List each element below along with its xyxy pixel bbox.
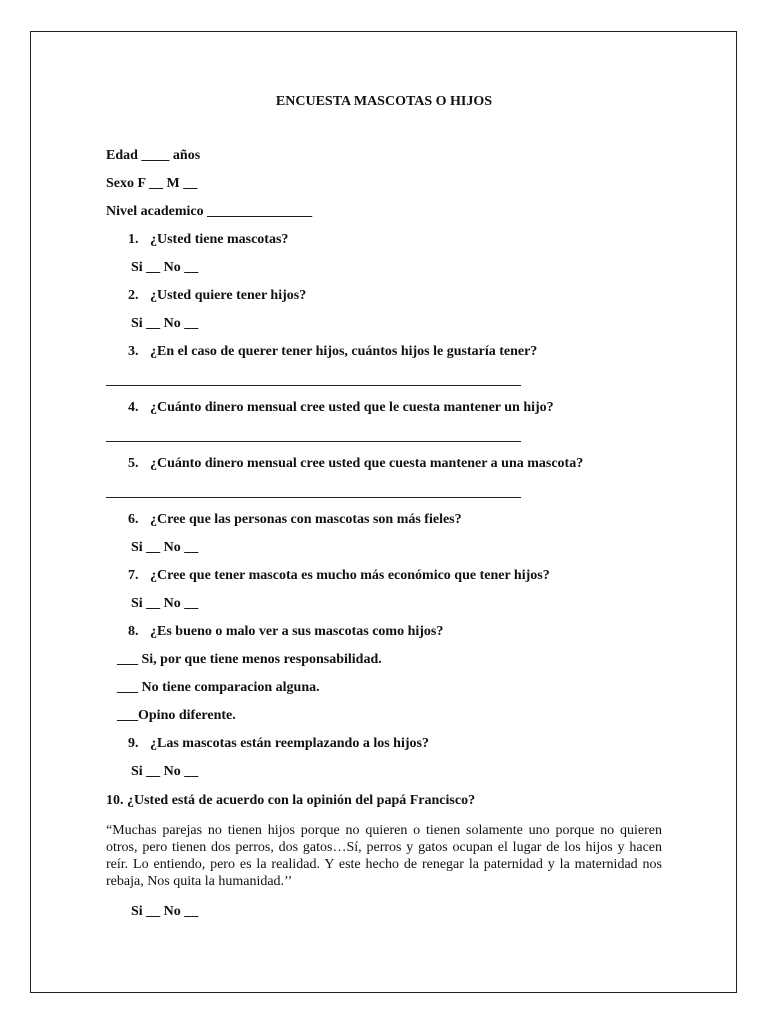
- answer-1: Si __ No __: [131, 260, 199, 275]
- option-8-b: ___ No tiene comparacion alguna.: [117, 680, 320, 695]
- question-6: [128, 512, 462, 528]
- question-number: 5.: [128, 456, 139, 471]
- field-nivel: Nivel academico _______________: [106, 204, 313, 219]
- question-5: [128, 456, 583, 472]
- question-number: 8.: [128, 624, 139, 639]
- question-text: ¿Cuánto dinero mensual cree usted que le cuesta mantener un hijo?: [150, 400, 554, 415]
- question-number: 2.: [128, 288, 139, 303]
- answer-10: Si __ No __: [131, 904, 199, 919]
- question-text: ¿Usted quiere tener hijos?: [150, 288, 307, 303]
- question-number: 1.: [128, 232, 139, 247]
- question-text: ¿Cree que las personas con mascotas son más fieles?: [150, 512, 462, 527]
- question-text: ¿Es bueno o malo ver a sus mascotas como hijos?: [150, 624, 444, 639]
- question-number: 9.: [128, 736, 139, 751]
- question-text: ¿Las mascotas están reemplazando a los hijos?: [150, 736, 429, 751]
- field-edad: Edad ____ años: [106, 148, 201, 163]
- answer-2: Si __ No __: [131, 316, 199, 331]
- question-4: [128, 400, 554, 416]
- option-8-a: ___ Si, por que tiene menos responsabilidad.: [117, 652, 382, 667]
- option-8-c: ___Opino diferente.: [117, 708, 236, 723]
- answer-7: Si __ No __: [131, 596, 199, 611]
- answer-6: Si __ No __: [131, 540, 199, 555]
- question-number: 3.: [128, 344, 139, 359]
- document-title: ENCUESTA MASCOTAS O HIJOS: [275, 94, 493, 109]
- field-sexo: Sexo F __ M __: [106, 176, 198, 191]
- question-text: ¿En el caso de querer tener hijos, cuántos hijos le gustaría tener?: [150, 344, 538, 359]
- question-3: [128, 344, 537, 360]
- question-8: [128, 624, 443, 640]
- question-1: [128, 232, 288, 248]
- question-9: [128, 736, 429, 752]
- question-10: 10. ¿Usted está de acuerdo con la opinión del papá Francisco?: [106, 793, 476, 808]
- question-number: 6.: [128, 512, 139, 527]
- question-text: ¿Cree que tener mascota es mucho más económico que tener hijos?: [150, 568, 550, 583]
- answer-9: Si __ No __: [131, 764, 199, 779]
- answer-line-3: [106, 385, 521, 386]
- question-7: [128, 568, 550, 584]
- answer-line-5: [106, 497, 521, 498]
- question-text: ¿Cuánto dinero mensual cree usted que cuesta mantener a una mascota?: [150, 456, 584, 471]
- answer-line-4: [106, 441, 521, 442]
- question-number: 7.: [128, 568, 139, 583]
- question-text: ¿Usted tiene mascotas?: [150, 232, 289, 247]
- pope-quote: “Muchas parejas no tienen hijos porque no quieren o tienen solamente uno porque no quieren otros, pero tienen dos perros, dos gatos…Sí, perros y gatos ocupan el lugar de los hijos y hacen reír. Lo entiendo, pero es la realidad. Y este hecho de renegar la paternidad y la maternidad nos rebaja, Nos quita la humanidad.’’: [106, 823, 662, 889]
- question-2: [128, 288, 306, 304]
- question-number: 4.: [128, 400, 139, 415]
